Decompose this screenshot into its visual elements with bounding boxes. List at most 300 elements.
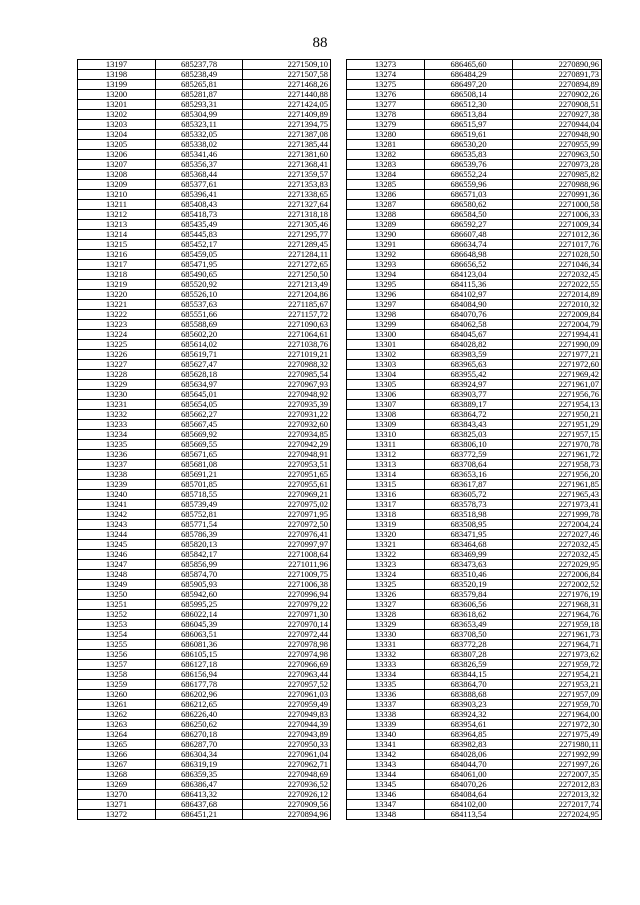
point-number-cell: 13318	[347, 510, 425, 520]
point-number-cell: 13336	[347, 690, 425, 700]
y-coordinate-cell: 2271008,64	[243, 550, 331, 560]
y-coordinate-cell: 2270972,50	[243, 520, 331, 530]
x-coordinate-cell: 685341,46	[156, 150, 243, 160]
y-coordinate-cell: 2270991,36	[513, 190, 602, 200]
table-row	[347, 220, 602, 230]
table-row	[347, 750, 602, 760]
table-row	[78, 440, 331, 450]
y-coordinate-cell: 2272027,46	[513, 530, 602, 540]
y-coordinate-cell: 2271019,21	[243, 350, 331, 360]
table-row	[347, 200, 602, 210]
point-number-cell: 13284	[347, 170, 425, 180]
point-number-cell: 13281	[347, 140, 425, 150]
y-coordinate-cell: 2270996,94	[243, 590, 331, 600]
y-coordinate-cell: 2271965,43	[513, 490, 602, 500]
y-coordinate-cell: 2271284,11	[243, 250, 331, 260]
point-number-cell: 13334	[347, 670, 425, 680]
x-coordinate-cell: 683964,85	[425, 730, 513, 740]
y-coordinate-cell: 2270969,21	[243, 490, 331, 500]
point-number-cell: 13343	[347, 760, 425, 770]
x-coordinate-cell: 685874,70	[156, 570, 243, 580]
y-coordinate-cell: 2270948,91	[243, 450, 331, 460]
x-coordinate-cell: 685445,83	[156, 230, 243, 240]
point-number-cell: 13339	[347, 720, 425, 730]
x-coordinate-cell: 683889,17	[425, 400, 513, 410]
point-number-cell: 13257	[78, 660, 156, 670]
point-number-cell: 13309	[347, 420, 425, 430]
table-row	[347, 350, 602, 360]
x-coordinate-cell: 686304,34	[156, 750, 243, 760]
point-number-cell: 13226	[78, 350, 156, 360]
point-number-cell: 13301	[347, 340, 425, 350]
x-coordinate-cell: 685304,99	[156, 110, 243, 120]
point-number-cell: 13321	[347, 540, 425, 550]
table-row	[347, 440, 602, 450]
table-row	[347, 480, 602, 490]
point-number-cell: 13197	[78, 60, 156, 70]
y-coordinate-cell: 2270974,98	[243, 650, 331, 660]
y-coordinate-cell: 2271006,38	[243, 580, 331, 590]
y-coordinate-cell: 2272014,89	[513, 290, 602, 300]
table-row	[347, 280, 602, 290]
point-number-cell: 13240	[78, 490, 156, 500]
table-row	[78, 340, 331, 350]
table-row	[78, 370, 331, 380]
table-row	[78, 500, 331, 510]
x-coordinate-cell: 686212,65	[156, 700, 243, 710]
y-coordinate-cell: 2271305,46	[243, 220, 331, 230]
point-number-cell: 13324	[347, 570, 425, 580]
table-row	[347, 80, 602, 90]
x-coordinate-cell: 686156,94	[156, 670, 243, 680]
x-coordinate-cell: 685634,97	[156, 380, 243, 390]
y-coordinate-cell: 2271394,75	[243, 120, 331, 130]
x-coordinate-cell: 683708,64	[425, 460, 513, 470]
point-number-cell: 13234	[78, 430, 156, 440]
y-coordinate-cell: 2271009,34	[513, 220, 602, 230]
x-coordinate-cell: 686592,27	[425, 220, 513, 230]
x-coordinate-cell: 686484,29	[425, 70, 513, 80]
y-coordinate-cell: 2271185,67	[243, 300, 331, 310]
x-coordinate-cell: 684028,06	[425, 750, 513, 760]
x-coordinate-cell: 685645,01	[156, 390, 243, 400]
point-number-cell: 13298	[347, 310, 425, 320]
table-row	[347, 330, 602, 340]
point-number-cell: 13223	[78, 320, 156, 330]
table-row	[347, 320, 602, 330]
x-coordinate-cell: 685237,78	[156, 60, 243, 70]
point-number-cell: 13256	[78, 650, 156, 660]
table-row	[78, 280, 331, 290]
table-row	[347, 60, 602, 70]
point-number-cell: 13199	[78, 80, 156, 90]
point-number-cell: 13299	[347, 320, 425, 330]
point-number-cell: 13302	[347, 350, 425, 360]
x-coordinate-cell: 685669,55	[156, 440, 243, 450]
x-coordinate-cell: 685628,18	[156, 370, 243, 380]
x-coordinate-cell: 683617,87	[425, 480, 513, 490]
x-coordinate-cell: 686552,24	[425, 170, 513, 180]
y-coordinate-cell: 2270978,98	[243, 640, 331, 650]
x-coordinate-cell: 686539,76	[425, 160, 513, 170]
table-row	[347, 450, 602, 460]
point-number-cell: 13247	[78, 560, 156, 570]
table-row	[347, 510, 602, 520]
x-coordinate-cell: 686022,14	[156, 610, 243, 620]
point-number-cell: 13310	[347, 430, 425, 440]
table-row	[78, 650, 331, 660]
x-coordinate-cell: 686513,84	[425, 110, 513, 120]
x-coordinate-cell: 686270,18	[156, 730, 243, 740]
x-coordinate-cell: 686386,47	[156, 780, 243, 790]
point-number-cell: 13303	[347, 360, 425, 370]
x-coordinate-cell: 685588,69	[156, 320, 243, 330]
y-coordinate-cell: 2272007,35	[513, 770, 602, 780]
x-coordinate-cell: 683843,43	[425, 420, 513, 430]
point-number-cell: 13265	[78, 740, 156, 750]
point-number-cell: 13300	[347, 330, 425, 340]
table-row	[78, 100, 331, 110]
x-coordinate-cell: 686177,78	[156, 680, 243, 690]
x-coordinate-cell: 685691,21	[156, 470, 243, 480]
y-coordinate-cell: 2271977,21	[513, 350, 602, 360]
y-coordinate-cell: 2271064,61	[243, 330, 331, 340]
table-row	[347, 680, 602, 690]
y-coordinate-cell: 2272013,32	[513, 790, 602, 800]
y-coordinate-cell: 2271968,31	[513, 600, 602, 610]
point-number-cell: 13219	[78, 280, 156, 290]
y-coordinate-cell: 2271440,88	[243, 90, 331, 100]
x-coordinate-cell: 685520,92	[156, 280, 243, 290]
table-row	[78, 130, 331, 140]
x-coordinate-cell: 683983,59	[425, 350, 513, 360]
table-row	[78, 60, 331, 70]
point-number-cell: 13308	[347, 410, 425, 420]
table-row	[347, 160, 602, 170]
point-number-cell: 13200	[78, 90, 156, 100]
point-number-cell: 13217	[78, 260, 156, 270]
point-number-cell: 13215	[78, 240, 156, 250]
y-coordinate-cell: 2271964,76	[513, 610, 602, 620]
x-coordinate-cell: 686081,36	[156, 640, 243, 650]
x-coordinate-cell: 685718,55	[156, 490, 243, 500]
point-number-cell: 13208	[78, 170, 156, 180]
x-coordinate-cell: 683982,83	[425, 740, 513, 750]
x-coordinate-cell: 684028,82	[425, 340, 513, 350]
x-coordinate-cell: 686497,20	[425, 80, 513, 90]
point-number-cell: 13274	[347, 70, 425, 80]
point-number-cell: 13264	[78, 730, 156, 740]
table-row	[78, 210, 331, 220]
y-coordinate-cell: 2270963,50	[513, 150, 602, 160]
table-row	[347, 720, 602, 730]
x-coordinate-cell: 686202,96	[156, 690, 243, 700]
x-coordinate-cell: 686127,18	[156, 660, 243, 670]
page-number: 88	[312, 35, 328, 51]
table-row	[78, 570, 331, 580]
table-row	[347, 370, 602, 380]
x-coordinate-cell: 685671,65	[156, 450, 243, 460]
x-coordinate-cell: 683924,97	[425, 380, 513, 390]
y-coordinate-cell: 2270948,69	[243, 770, 331, 780]
y-coordinate-cell: 2271090,63	[243, 320, 331, 330]
table-row	[78, 180, 331, 190]
y-coordinate-cell: 2271964,00	[513, 710, 602, 720]
y-coordinate-cell: 2271012,36	[513, 230, 602, 240]
x-coordinate-cell: 684084,64	[425, 790, 513, 800]
table-row	[78, 110, 331, 120]
x-coordinate-cell: 686287,70	[156, 740, 243, 750]
x-coordinate-cell: 685537,63	[156, 300, 243, 310]
x-coordinate-cell: 686437,68	[156, 800, 243, 810]
point-number-cell: 13311	[347, 440, 425, 450]
point-number-cell: 13275	[347, 80, 425, 90]
point-number-cell: 13317	[347, 500, 425, 510]
table-row	[347, 610, 602, 620]
y-coordinate-cell: 2270902,26	[513, 90, 602, 100]
y-coordinate-cell: 2270944,04	[513, 120, 602, 130]
table-row	[78, 750, 331, 760]
table-row	[78, 780, 331, 790]
table-row	[78, 90, 331, 100]
table-row	[347, 630, 602, 640]
y-coordinate-cell: 2272032,45	[513, 540, 602, 550]
y-coordinate-cell: 2271951,29	[513, 420, 602, 430]
table-row	[78, 800, 331, 810]
x-coordinate-cell: 685681,08	[156, 460, 243, 470]
x-coordinate-cell: 686607,48	[425, 230, 513, 240]
table-row	[78, 480, 331, 490]
x-coordinate-cell: 685752,81	[156, 510, 243, 520]
table-row	[347, 780, 602, 790]
point-number-cell: 13290	[347, 230, 425, 240]
point-number-cell: 13295	[347, 280, 425, 290]
point-number-cell: 13235	[78, 440, 156, 450]
y-coordinate-cell: 2270955,61	[243, 480, 331, 490]
y-coordinate-cell: 2271250,50	[243, 270, 331, 280]
table-row	[78, 590, 331, 600]
x-coordinate-cell: 684113,54	[425, 810, 513, 820]
point-number-cell: 13319	[347, 520, 425, 530]
point-number-cell: 13258	[78, 670, 156, 680]
y-coordinate-cell: 2270894,96	[243, 810, 331, 820]
x-coordinate-cell: 685905,93	[156, 580, 243, 590]
table-row	[78, 730, 331, 740]
point-number-cell: 13252	[78, 610, 156, 620]
y-coordinate-cell: 2270934,85	[243, 430, 331, 440]
point-number-cell: 13255	[78, 640, 156, 650]
table-row	[347, 520, 602, 530]
x-coordinate-cell: 685667,45	[156, 420, 243, 430]
x-coordinate-cell: 683579,84	[425, 590, 513, 600]
y-coordinate-cell: 2272004,24	[513, 520, 602, 530]
x-coordinate-cell: 683825,03	[425, 430, 513, 440]
point-number-cell: 13286	[347, 190, 425, 200]
x-coordinate-cell: 686512,30	[425, 100, 513, 110]
y-coordinate-cell: 2270890,96	[513, 60, 602, 70]
y-coordinate-cell: 2270944,39	[243, 720, 331, 730]
table-row	[347, 650, 602, 660]
y-coordinate-cell: 2272017,74	[513, 800, 602, 810]
point-number-cell: 13209	[78, 180, 156, 190]
point-number-cell: 13251	[78, 600, 156, 610]
y-coordinate-cell: 2271046,34	[513, 260, 602, 270]
table-row	[78, 150, 331, 160]
x-coordinate-cell: 685771,54	[156, 520, 243, 530]
x-coordinate-cell: 685490,65	[156, 270, 243, 280]
x-coordinate-cell: 685602,20	[156, 330, 243, 340]
point-number-cell: 13292	[347, 250, 425, 260]
x-coordinate-cell: 683806,10	[425, 440, 513, 450]
table-row	[347, 620, 602, 630]
y-coordinate-cell: 2270955,99	[513, 140, 602, 150]
point-number-cell: 13271	[78, 800, 156, 810]
y-coordinate-cell: 2270966,69	[243, 660, 331, 670]
y-coordinate-cell: 2270976,41	[243, 530, 331, 540]
table-row	[347, 760, 602, 770]
table-row	[347, 70, 602, 80]
y-coordinate-cell: 2271972,30	[513, 720, 602, 730]
y-coordinate-cell: 2272006,84	[513, 570, 602, 580]
point-number-cell: 13287	[347, 200, 425, 210]
table-row	[347, 130, 602, 140]
y-coordinate-cell: 2271385,44	[243, 140, 331, 150]
y-coordinate-cell: 2271017,76	[513, 240, 602, 250]
x-coordinate-cell: 683844,15	[425, 670, 513, 680]
table-row	[347, 380, 602, 390]
y-coordinate-cell: 2270951,65	[243, 470, 331, 480]
point-number-cell: 13341	[347, 740, 425, 750]
x-coordinate-cell: 686226,40	[156, 710, 243, 720]
y-coordinate-cell: 2270948,92	[243, 390, 331, 400]
table-row	[347, 590, 602, 600]
table-row	[347, 420, 602, 430]
x-coordinate-cell: 686519,61	[425, 130, 513, 140]
x-coordinate-cell: 685238,49	[156, 70, 243, 80]
point-number-cell: 13322	[347, 550, 425, 560]
point-number-cell: 13320	[347, 530, 425, 540]
x-coordinate-cell: 685942,60	[156, 590, 243, 600]
point-number-cell: 13204	[78, 130, 156, 140]
table-row	[347, 290, 602, 300]
point-number-cell: 13213	[78, 220, 156, 230]
x-coordinate-cell: 685739,49	[156, 500, 243, 510]
point-number-cell: 13248	[78, 570, 156, 580]
point-number-cell: 13289	[347, 220, 425, 230]
y-coordinate-cell: 2271969,42	[513, 370, 602, 380]
table-row	[347, 190, 602, 200]
table-row	[78, 410, 331, 420]
table-row	[347, 140, 602, 150]
y-coordinate-cell: 2271387,08	[243, 130, 331, 140]
y-coordinate-cell: 2271973,62	[513, 650, 602, 660]
y-coordinate-cell: 2271038,76	[243, 340, 331, 350]
table-row	[347, 240, 602, 250]
point-number-cell: 13254	[78, 630, 156, 640]
table-row	[78, 720, 331, 730]
table-row	[78, 80, 331, 90]
point-number-cell: 13285	[347, 180, 425, 190]
table-row	[78, 580, 331, 590]
y-coordinate-cell: 2272032,45	[513, 550, 602, 560]
table-row	[78, 300, 331, 310]
table-row	[347, 210, 602, 220]
table-row	[78, 770, 331, 780]
point-number-cell: 13276	[347, 90, 425, 100]
y-coordinate-cell: 2270997,97	[243, 540, 331, 550]
point-number-cell: 13347	[347, 800, 425, 810]
x-coordinate-cell: 685654,05	[156, 400, 243, 410]
table-row	[347, 250, 602, 260]
point-number-cell: 13312	[347, 450, 425, 460]
point-number-cell: 13296	[347, 290, 425, 300]
y-coordinate-cell: 2271975,49	[513, 730, 602, 740]
point-number-cell: 13266	[78, 750, 156, 760]
x-coordinate-cell: 683965,63	[425, 360, 513, 370]
y-coordinate-cell: 2271972,60	[513, 360, 602, 370]
x-coordinate-cell: 683520,19	[425, 580, 513, 590]
y-coordinate-cell: 2271507,58	[243, 70, 331, 80]
table-row	[78, 630, 331, 640]
y-coordinate-cell: 2270979,22	[243, 600, 331, 610]
y-coordinate-cell: 2270985,82	[513, 170, 602, 180]
y-coordinate-cell: 2270935,39	[243, 400, 331, 410]
point-number-cell: 13342	[347, 750, 425, 760]
y-coordinate-cell: 2270942,29	[243, 440, 331, 450]
y-coordinate-cell: 2271961,07	[513, 380, 602, 390]
y-coordinate-cell: 2271204,86	[243, 290, 331, 300]
point-number-cell: 13305	[347, 380, 425, 390]
table-row	[78, 600, 331, 610]
x-coordinate-cell: 683471,95	[425, 530, 513, 540]
x-coordinate-cell: 683924,32	[425, 710, 513, 720]
y-coordinate-cell: 2270971,95	[243, 510, 331, 520]
x-coordinate-cell: 686451,21	[156, 810, 243, 820]
table-row	[78, 530, 331, 540]
point-number-cell: 13253	[78, 620, 156, 630]
x-coordinate-cell: 686359,35	[156, 770, 243, 780]
point-number-cell: 13222	[78, 310, 156, 320]
y-coordinate-cell: 2271997,26	[513, 760, 602, 770]
point-number-cell: 13272	[78, 810, 156, 820]
table-row	[347, 550, 602, 560]
point-number-cell: 13279	[347, 120, 425, 130]
table-row	[347, 700, 602, 710]
point-number-cell: 13297	[347, 300, 425, 310]
y-coordinate-cell: 2270943,89	[243, 730, 331, 740]
point-number-cell: 13348	[347, 810, 425, 820]
y-coordinate-cell: 2270971,30	[243, 610, 331, 620]
y-coordinate-cell: 2271980,11	[513, 740, 602, 750]
table-row	[78, 490, 331, 500]
table-row	[347, 100, 602, 110]
table-row	[78, 620, 331, 630]
point-number-cell: 13201	[78, 100, 156, 110]
x-coordinate-cell: 683473,63	[425, 560, 513, 570]
y-coordinate-cell: 2271999,78	[513, 510, 602, 520]
x-coordinate-cell: 685396,41	[156, 190, 243, 200]
y-coordinate-cell: 2271961,73	[513, 630, 602, 640]
table-row	[347, 430, 602, 440]
point-number-cell: 13245	[78, 540, 156, 550]
point-number-cell: 13212	[78, 210, 156, 220]
point-number-cell: 13345	[347, 780, 425, 790]
table-row	[78, 700, 331, 710]
point-number-cell: 13202	[78, 110, 156, 120]
y-coordinate-cell: 2271000,58	[513, 200, 602, 210]
table-row	[78, 610, 331, 620]
x-coordinate-cell: 684102,97	[425, 290, 513, 300]
